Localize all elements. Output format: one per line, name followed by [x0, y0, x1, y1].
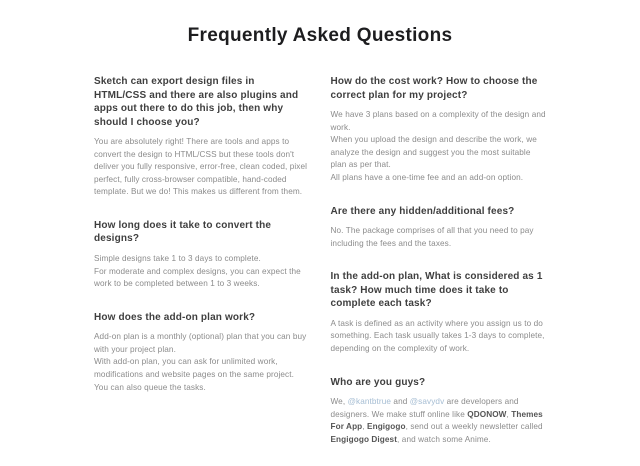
kantbtrue-link[interactable]: @kantbtrue — [347, 397, 392, 407]
page-title: Frequently Asked Questions — [187, 25, 453, 46]
answer-text: , — [506, 409, 512, 419]
faq-answer-line: All plans have a one-time fee and an add-on option. — [330, 172, 524, 182]
answer-text: We, — [330, 397, 348, 407]
answer-text: , and watch some Anime. — [397, 434, 491, 444]
faq-answer: A task is defined as an activity where you assign us to do something. Each task usually takes 1-3 days to complete, depending on the complexity of work. — [330, 318, 545, 353]
faq-columns — [94, 75, 546, 466]
faq-question: How long does it take to convert the designs? — [94, 219, 272, 245]
faq-answer-line: When you upload the design and describe the work, we analyze the design and suggest you the most suitable plan as per that. — [330, 135, 537, 170]
faq-answer-line: For moderate and complex designs, you can expect the work to be completed between 1 to 3 weeks. — [94, 266, 301, 289]
faq-answer: You are absolutely right! There are tools and apps to convert the design to HTML/CSS but these tools don't deliver you fully responsive, error-free, clean coded, pixel perfect, fully cross-browser compatible, hand-coded template. But we do! This makes us different from them. — [94, 137, 308, 197]
savydv-link[interactable]: @savydv — [409, 397, 445, 407]
faq-question: Who are you guys? — [330, 376, 426, 388]
answer-text: , send out a weekly newsletter called — [405, 422, 543, 432]
answer-text: and — [391, 397, 410, 407]
faq-answer-line: We have 3 plans based on a complexity of the design and work. — [330, 110, 546, 132]
faq-column-right — [331, 75, 547, 466]
answer-text: are developers and designers. We make stuff online like — [330, 397, 519, 419]
qdonow-emphasis: QDONOW — [467, 409, 507, 419]
faq-item-addon-plan-work — [94, 311, 310, 394]
themes-for-app-emphasis: Themes For App — [330, 409, 543, 432]
faq-answer-line: Simple designs take 1 to 3 days to complete. — [94, 253, 261, 263]
faq-column-left — [94, 75, 310, 414]
faq-answer-line: Add-on plan is a monthly (optional) plan that you can buy with your project plan. — [94, 332, 307, 354]
faq-item-sketch-export — [94, 75, 310, 199]
faq-question: Sketch can export design files in HTML/CSS and there are also plugins and apps out there to do this job, then why should I choose you? — [94, 76, 299, 128]
answer-text: , — [362, 422, 368, 432]
faq-answer: No. The package comprises of all that you need to pay including the fees and the taxes. — [330, 226, 534, 248]
faq-answer-rich — [331, 396, 547, 446]
faq-item-how-long — [94, 219, 310, 291]
faq-item-cost — [331, 75, 547, 185]
faq-question: Are there any hidden/additional fees? — [330, 205, 515, 217]
engigogo-emphasis: Engigogo — [367, 422, 406, 432]
faq-answer-line: With add-on plan, you can ask for unlimited work, modifications and website pages on the same project. You can also queue the tasks. — [94, 357, 294, 392]
faq-item-who-are-you — [331, 376, 547, 447]
faq-question: How does the add-on plan work? — [94, 311, 256, 323]
engigogo-digest-emphasis: Engigogo Digest — [330, 434, 398, 444]
faq-item-hidden-fees — [331, 205, 547, 251]
faq-item-task-definition — [331, 270, 547, 355]
faq-question: How do the cost work? How to choose the correct plan for my project? — [330, 76, 538, 101]
faq-question: In the add-on plan, What is considered as 1 task? How much time does it take to complete each task? — [330, 271, 543, 310]
